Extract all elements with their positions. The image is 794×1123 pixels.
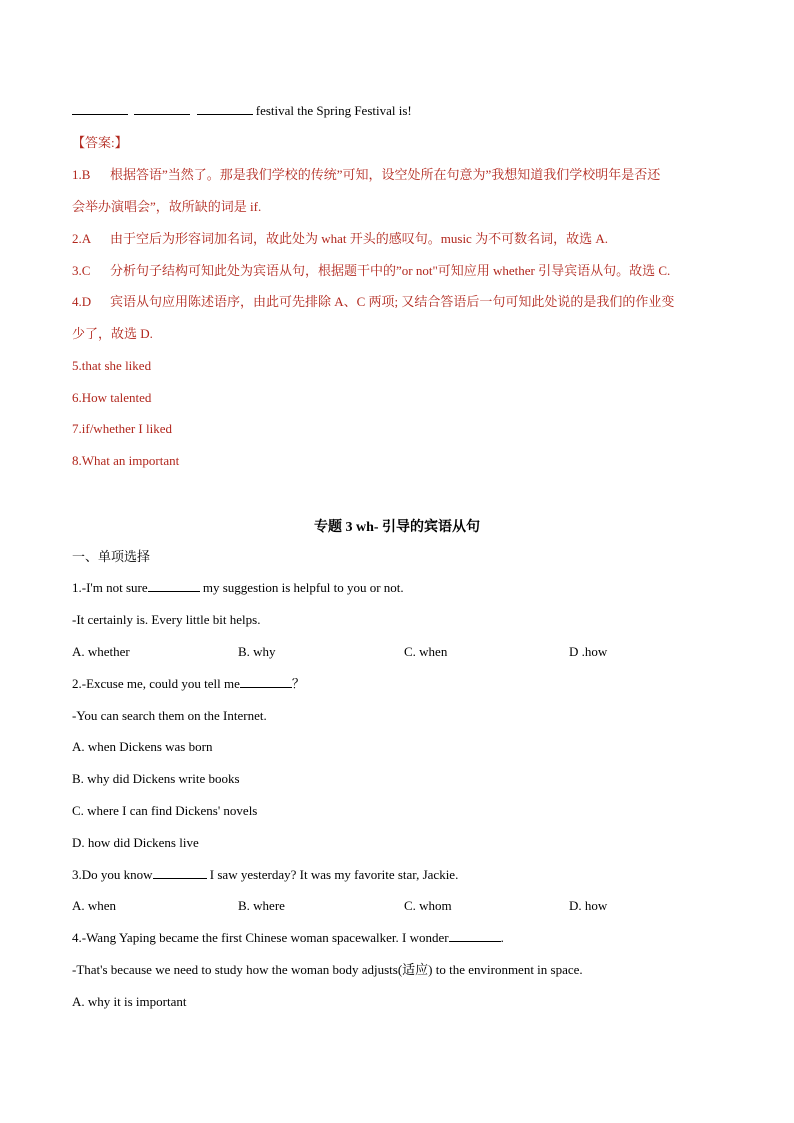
option-a: A. whether [72,644,130,659]
option-d: D. how did Dickens live [72,835,199,850]
question-stem: my suggestion is helpful to you or not. [202,580,404,595]
answer-4-cont: 少了，故选 D. [72,326,153,341]
option-c: C. where I can find Dickens' novels [72,803,258,818]
question-stem: ？ [291,676,305,691]
blank [153,867,207,879]
answer-num: 1.B [72,167,91,182]
question-stem: 3.Do you know [72,867,153,882]
answer-text: 根据答语”当然了。那是我们学校的传统”可知，设空处所在句意为”我想知道我们学校明年是否还 [110,167,661,182]
option-b: B. why did Dickens write books [72,771,240,786]
answer-text: 分析句子结构可知此处为宾语从句，根据题干中的”or not"可知应用 whether 引导宾语从句。故选 C. [110,263,671,278]
answer-num: 4.D [72,294,92,309]
blank [240,676,292,688]
answer-text: 宾语从句应用陈述语序，由此可先排除 A、C 两项; 又结合答语后一句可知此处说的是我们的作业变 [110,294,675,309]
fill-sentence: festival the Spring Festival is! [255,103,412,118]
question-1-reply: -It certainly is. Every little bit helps. [72,612,261,627]
answer-2 [72,231,608,247]
fill-answer-5: 5.that she liked [72,358,152,373]
blank [134,103,190,115]
option-a: A. why it is important [72,994,187,1009]
blank [72,103,128,115]
fill-answer-6: 6.How talented [72,390,152,405]
section-title: 专题 3 wh- 引导的宾语从句 [313,520,481,535]
fill-answer-7: 7.if/whether I liked [72,421,172,436]
question-4-reply: -That's because we need to study how the woman body adjusts(适应) to the environment in space. [72,962,583,977]
q-fill-line [72,103,412,119]
blank [148,580,200,592]
question-2 [72,676,305,692]
option-b: B. why [238,644,276,659]
question-stem: 1.-I'm not sure [72,580,148,595]
answer-1-cont: 会举办演唱会”，故所缺的词是 if. [72,199,262,214]
option-a: A. when Dickens was born [72,739,213,754]
option-d: D. how [569,898,608,913]
option-d: D .how [569,644,608,659]
question-stem: 4.-Wang Yaping became the first Chinese woman spacewalker. I wonder [72,930,449,945]
blank [449,930,501,942]
question-stem: 2.-Excuse me, could you tell me [72,676,240,691]
answer-3 [72,263,670,279]
question-stem: I saw yesterday? It was my favorite star, Jackie. [209,867,459,882]
answer-num: 2.A [72,231,92,246]
question-stem: . [500,930,504,945]
question-1 [72,580,404,596]
answer-num: 3.C [72,263,91,278]
question-2-reply: -You can search them on the Internet. [72,708,267,723]
answer-4 [72,294,674,310]
option-b: B. where [238,898,285,913]
blank [197,103,253,115]
answer-header: 【答案:】 [72,135,128,150]
answer-text: 由于空后为形容词加名词，故此处为 what 开头的感叹句。music 为不可数名词，故选 A. [110,231,608,246]
fill-answer-8: 8.What an important [72,453,180,468]
option-a: A. when [72,898,117,913]
question-3 [72,867,458,883]
option-c: C. when [404,644,448,659]
part-heading: 一、单项选择 [72,549,151,564]
answer-1 [72,167,660,183]
question-4 [72,930,504,946]
option-c: C. whom [404,898,452,913]
